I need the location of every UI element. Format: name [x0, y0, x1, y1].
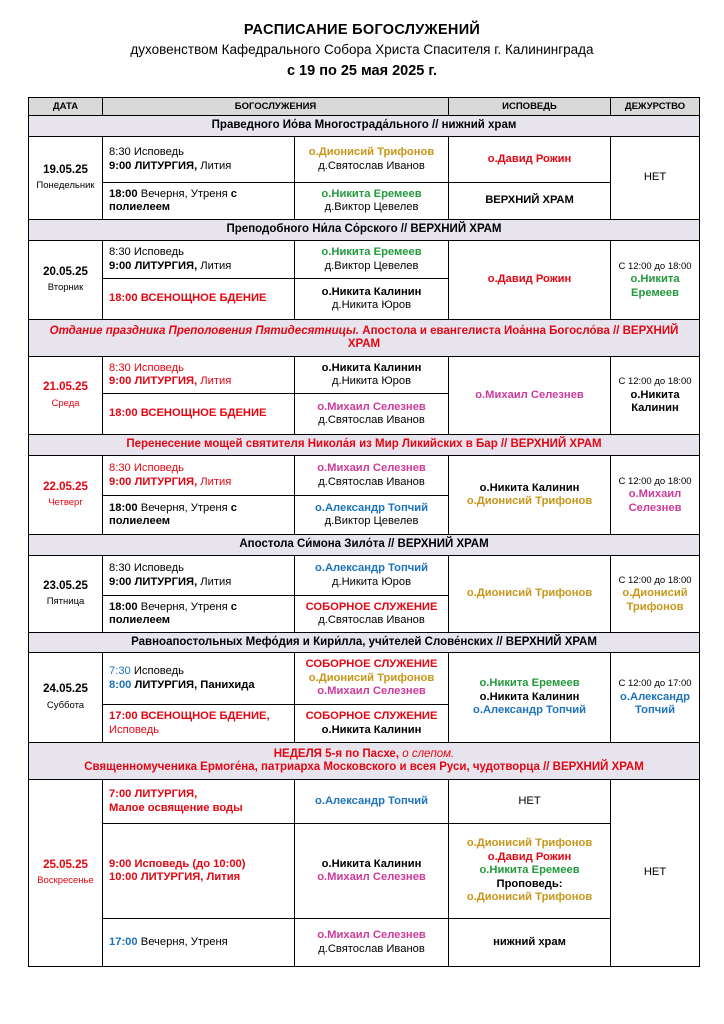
feast-title: Преподобного Ни́ла Со́рского // ВЕРХНИЙ ХРАМ — [29, 220, 700, 241]
feast-title: Равноапостольных Мефо́дия и Кири́лла, учи́телей Слове́нских // ВЕРХНИЙ ХРАМ — [29, 633, 700, 653]
date-cell: 20.05.25 Вторник — [29, 241, 103, 320]
feast-title: Праведного Ио́ва Многострада́льного // нижний храм — [29, 116, 700, 137]
service-cell: 18:00 Вечерня, Утреня с полиелеем — [103, 183, 295, 220]
celebrant-cell: о.Никита Еремеев д.Виктор Цевелев — [295, 183, 449, 220]
celebrant-cell: о.Александр Топчий д.Никита Юров — [295, 556, 449, 596]
table-row — [29, 653, 700, 705]
celebrant-cell: о.Никита Калинин д.Никита Юров — [295, 357, 449, 394]
celebrant-cell: о.Александр Топчий — [295, 780, 449, 824]
service-cell: 8:30 Исповедь 9:00 ЛИТУРГИЯ, Лития — [103, 456, 295, 496]
service-cell: 7:30 Исповедь 8:00 ЛИТУРГИЯ, Панихида — [103, 653, 295, 705]
confession-cell: ВЕРХНИЙ ХРАМ — [449, 183, 611, 220]
page-title: РАСПИСАНИЕ БОГОСЛУЖЕНИЙ — [243, 22, 481, 38]
table-row — [29, 183, 700, 220]
date-cell — [29, 137, 103, 220]
service-cell: 18:00 Вечерня, Утреня с полиелеем — [103, 596, 295, 633]
confession-cell: о.Никита Калинин о.Дионисий Трифонов — [449, 456, 611, 535]
confession-cell: о.Давид Рожин — [449, 241, 611, 320]
page-subtitle: духовенством Кафедрального Собора Христа Спасителя г. Калининграда — [130, 42, 594, 57]
service-cell: 9:00 Исповедь (до 10:00) 10:00 ЛИТУРГИЯ, Лития — [103, 824, 295, 919]
table-header-row — [29, 98, 700, 116]
duty-cell: С 12:00 до 18:00 о.Михаил Селезнев — [611, 456, 700, 535]
celebrant-cell: СОБОРНОЕ СЛУЖЕНИЕ о.Дионисий Трифонов о.Михаил Селезнев — [295, 653, 449, 705]
table-row — [29, 919, 700, 967]
duty-cell: НЕТ — [611, 137, 700, 220]
service-cell: 8:30 Исповедь 9:00 ЛИТУРГИЯ, Лития — [103, 556, 295, 596]
confession-cell: о.Михаил Селезнев — [449, 357, 611, 435]
service-cell: 8:30 Исповедь 9:00 ЛИТУРГИЯ, Лития — [103, 137, 295, 183]
feast-row — [29, 116, 700, 137]
celebrant-cell: о.Никита Еремеев д.Виктор Цевелев — [295, 241, 449, 279]
date-cell: 21.05.25 Среда — [29, 357, 103, 435]
celebrant-cell: СОБОРНОЕ СЛУЖЕНИЕ д.Святослав Иванов — [295, 596, 449, 633]
service-cell: 17:00 Вечерня, Утреня — [103, 919, 295, 967]
col-date: ДАТА — [29, 98, 103, 116]
table-row — [29, 241, 700, 279]
date-cell: 24.05.25 Суббота — [29, 653, 103, 743]
service-cell: 7:00 ЛИТУРГИЯ, Малое освящение воды — [103, 780, 295, 824]
celebrant-cell: о.Никита Калинин д.Никита Юров — [295, 279, 449, 320]
service-cell: 18:00 ВСЕНОЩНОЕ БДЕНИЕ — [103, 279, 295, 320]
feast-row — [29, 743, 700, 780]
schedule-period: с 19 по 25 мая 2025 г. — [286, 63, 438, 79]
col-services: БОГОСЛУЖЕНИЯ — [103, 98, 449, 116]
feast-row — [29, 633, 700, 653]
celebrant-cell: о.Михаил Селезнев д.Святослав Иванов — [295, 456, 449, 496]
table-row — [29, 357, 700, 394]
feast-row — [29, 435, 700, 456]
confession-cell: о.Давид Рожин — [449, 137, 611, 183]
celebrant-cell: СОБОРНОЕ СЛУЖЕНИЕ о.Никита Калинин — [295, 705, 449, 743]
weekday: Понедельник — [36, 180, 95, 191]
duty-cell: С 12:00 до 17:00 о.Александр Топчий — [611, 653, 700, 743]
confession-cell: о.Никита Еремеев о.Никита Калинин о.Александр Топчий — [449, 653, 611, 743]
confession-cell: нижний храм — [449, 919, 611, 967]
feast-row — [29, 220, 700, 241]
feast-title: Апостола Си́мона Зило́та // ВЕРХНИЙ ХРАМ — [29, 535, 700, 556]
feast-title: Отдание праздника Преполовения Пятидесятницы. Апостола и евангелиста Иоа́нна Богосло́ва // ВЕРХНИЙ ХРАМ — [29, 320, 700, 357]
date: 19.05.25 — [43, 163, 88, 176]
celebrant-cell: о.Михаил Селезнев д.Святослав Иванов — [295, 919, 449, 967]
duty-cell: С 12:00 до 18:00 о.Никита Калинин — [611, 357, 700, 435]
duty-cell: С 12:00 до 18:00 о.Дионисий Трифонов — [611, 556, 700, 633]
table-row — [29, 556, 700, 596]
feast-row — [29, 535, 700, 556]
feast-title: Перенесение мощей святителя Никола́я из Мир Ликийских в Бар // ВЕРХНИЙ ХРАМ — [29, 435, 700, 456]
date-cell: 22.05.25 Четверг — [29, 456, 103, 535]
table-row — [29, 137, 700, 183]
duty-cell: С 12:00 до 18:00 о.Никита Еремеев — [611, 241, 700, 320]
feast-title: НЕДЕЛЯ 5-я по Пасхе, о слепом. Священномученика Ермоге́на, патриарха Московского и всея Руси, чудотворца // ВЕРХНИЙ ХРАМ — [29, 743, 700, 780]
schedule-table — [28, 97, 700, 967]
col-confession: ИСПОВЕДЬ — [449, 98, 611, 116]
celebrant-cell: о.Александр Топчий д.Виктор Цевелев — [295, 496, 449, 535]
service-cell: 18:00 Вечерня, Утреня с полиелеем — [103, 496, 295, 535]
celebrant-cell: о.Михаил Селезнев д.Святослав Иванов — [295, 394, 449, 435]
table-row — [29, 824, 700, 919]
date-cell: 23.05.25 Пятница — [29, 556, 103, 633]
date-cell: 25.05.25 Воскресенье — [29, 780, 103, 967]
celebrant-cell: о.Дионисий Трифонов д.Святослав Иванов — [295, 137, 449, 183]
service-cell: 8:30 Исповедь 9:00 ЛИТУРГИЯ, Лития — [103, 357, 295, 394]
confession-cell: НЕТ — [449, 780, 611, 824]
service-cell: 18:00 ВСЕНОЩНОЕ БДЕНИЕ — [103, 394, 295, 435]
feast-row — [29, 320, 700, 357]
confession-cell: о.Дионисий Трифонов — [449, 556, 611, 633]
celebrant-cell: о.Никита Калинин о.Михаил Селезнев — [295, 824, 449, 919]
service-cell: 8:30 Исповедь 9:00 ЛИТУРГИЯ, Лития — [103, 241, 295, 279]
table-row — [29, 780, 700, 824]
col-duty: ДЕЖУРСТВО — [611, 98, 700, 116]
confession-cell: о.Дионисий Трифонов о.Давид Рожин о.Никита Еремеев Проповедь: о.Дионисий Трифонов — [449, 824, 611, 919]
service-cell: 17:00 ВСЕНОЩНОЕ БДЕНИЕ, Исповедь — [103, 705, 295, 743]
duty-cell: НЕТ — [611, 780, 700, 967]
table-row — [29, 456, 700, 496]
